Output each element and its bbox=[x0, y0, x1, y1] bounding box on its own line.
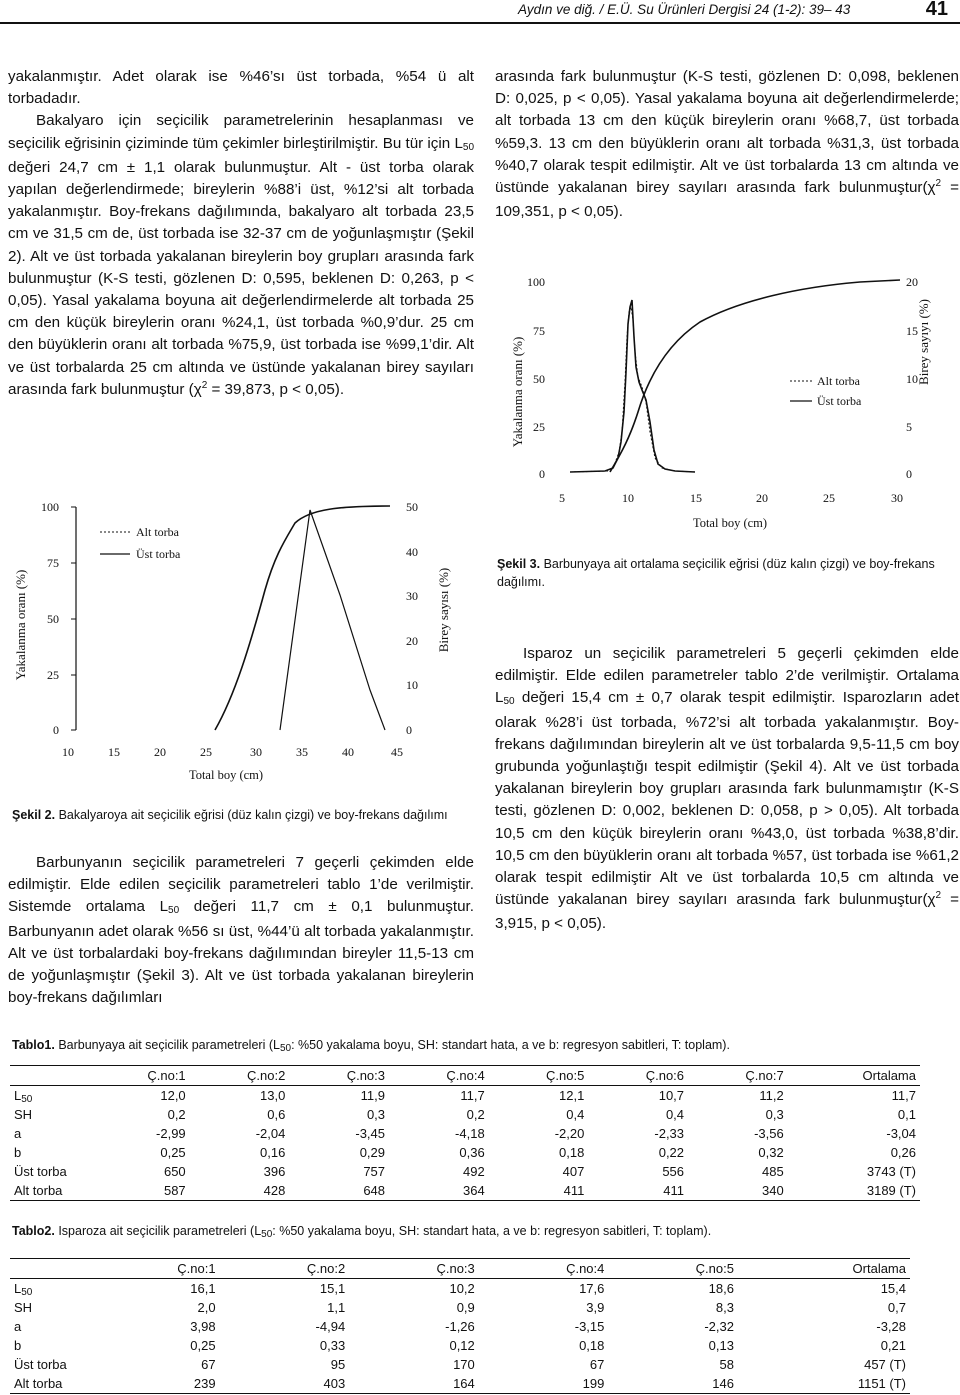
y2-tick-label: 10 bbox=[406, 678, 418, 692]
figure-2-chart bbox=[10, 495, 470, 785]
table-row: $L_{50}$ 16,1 15,1 10,2 17,6 18,6 15,4 bbox=[14, 1281, 906, 1298]
paragraph: Barbunyanın seçicilik parametreleri 7 geçerli çekimden elde edilmiştir. Elde edilen seçicilik parametreleri tablo 1’de verilmiştir. Sistemde ortalama $L_{50}$ değeri 11,7 cm ± 0,1 bulunmuştur. Barbunyanın adet olarak %56 sı üst, %44’ü alt torbada yakalanmıştır. Alt ve üst torbalardaki boy-frekans dağılımından bireyler 11,5-13 cm de yoğunlaşmıştır (Şekil 3). Alt ve üst torbada yakalanan bireylerin boy-frekans dağılımları bbox=[8, 854, 474, 1007]
y2-tick-label: 20 bbox=[406, 634, 418, 648]
y2-axis-label: Birey sayıyı (%) bbox=[916, 299, 931, 385]
legend-alt-label: Alt torba bbox=[136, 525, 179, 539]
table-2-caption: Tablo2. Isparoza ait seçicilik parametreleri ($L_{50}$: %50 yakalama boyu, SH: standart hata, a ve b: regresyon sabitleri, T: toplam). bbox=[12, 1224, 712, 1240]
column-header: Ç.no:2 bbox=[190, 1066, 290, 1086]
x-axis-label: Total boy (cm) bbox=[692, 516, 768, 530]
right-column-text-2 bbox=[495, 643, 959, 936]
table-row: a -2,99 -2,04 -3,45 -4,18 -2,20 -2,33 -3,56 -3,04 bbox=[14, 1126, 916, 1141]
table-1-caption: Tablo1. Barbunyaya ait seçicilik parametreleri ($L_{50}$: %50 yakalama boyu, SH: standart hata, a ve b: regresyon sabitleri, T: toplam). bbox=[12, 1038, 730, 1054]
y-axis-label: Yakalanma oranı (%) bbox=[510, 336, 525, 448]
y2-tick-label: 30 bbox=[406, 589, 418, 603]
y-tick-label: 75 bbox=[47, 556, 59, 570]
x-tick-label: 20 bbox=[756, 491, 768, 505]
y2-tick-label: 5 bbox=[906, 420, 912, 434]
y-tick-label: 75 bbox=[533, 324, 545, 338]
y-tick-label: 100 bbox=[527, 275, 545, 289]
page-header bbox=[0, 0, 960, 18]
y-tick-label: 0 bbox=[53, 723, 59, 737]
page-number: 41 bbox=[925, 0, 948, 20]
y2-tick-label: 0 bbox=[906, 467, 912, 481]
table-row: Alt torba 239 403 164 199 146 1151 (T) bbox=[10, 1374, 910, 1394]
x-tick-label: 25 bbox=[823, 491, 835, 505]
y2-axis-label: Birey sayısı (%) bbox=[436, 567, 451, 653]
x-tick-label: 5 bbox=[559, 491, 565, 505]
table-row: $L_{50}$ 12,0 13,0 11,9 11,7 12,1 10,7 11,2 11,7 bbox=[14, 1088, 916, 1105]
left-column-text-2 bbox=[8, 852, 474, 1009]
figure-2-caption: Şekil 2. Bakalyaroya ait seçicilik eğrisi (düz kalın çizgi) ve boy-frekans dağılımı bbox=[12, 808, 448, 822]
legend-ust-label: Üst torba bbox=[817, 394, 862, 408]
y2-tick-label: 0 bbox=[406, 723, 412, 737]
table-row: b 0,25 0,33 0,12 0,18 0,13 0,21 bbox=[14, 1338, 906, 1353]
y2-tick-label: 20 bbox=[906, 275, 918, 289]
column-header: Ç.no:7 bbox=[688, 1066, 788, 1086]
table-row: b 0,25 0,16 0,29 0,36 0,18 0,22 0,32 0,26 bbox=[14, 1145, 916, 1160]
table-row: Üst torba 67 95 170 67 58 457 (T) bbox=[14, 1357, 906, 1372]
y2-tick-label: 50 bbox=[406, 500, 418, 514]
journal-citation: Aydın ve diğ. / E.Ü. Su Ürünleri Dergisi 24 (1-2): 39– 43 bbox=[518, 2, 851, 17]
table-row: SH 0,2 0,6 0,3 0,2 0,4 0,4 0,3 0,1 bbox=[14, 1107, 916, 1122]
x-tick-label: 40 bbox=[342, 745, 354, 759]
paragraph: Bakalyaro için seçicilik parametrelerinin hesaplanması ve seçicilik eğrisinin çiziminde tüm çekimler birleştirilmiştir. Bu tür için $L_{50}$ değeri 24,7 cm ± 1,1 olarak bulunmuştur. Alt - üst torba olarak yapılan değerlendirmede; bireylerin %88’i üst, %12’si alt torbada yakalanmıştır. Boy-frekans dağılımında, bakalyaro alt torbada 23,5 cm ve 31,5 cm de, üst torbada ise 32-37 cm de yoğunlaşmıştır (Şekil 2). Alt ve üst torbada yakalanan bireylerin boy grupları arasında fark bulunmuştur (K-S testi, gözlenen D: 0,595, beklenen D: 0,263, p < 0,05). Yasal yakalama boyuna ait değerlendirmelerde alt torbada 25 cm den küçük bireylerin oranı %24,1, üst torbada %0,9’dur. 25 cm den büyüklerin oranı alt torbada %75,9, üst torbada ise %99,1’dir. Alt ve üst torbalarda 25 cm altında ve üstünde yakalanan birey sayıları arasında fark bulunmuştur ($\chi^2 = 39,873$, p < 0,05). bbox=[8, 112, 475, 398]
figure-3-caption: Şekil 3. Barbunyaya ait ortalama seçicilik eğrisi (düz kalın çizgi) ve boy-frekans dağılımı. bbox=[497, 557, 935, 589]
column-header: Ortalama bbox=[788, 1066, 920, 1086]
y-axis-label: Yakalanma oranı (%) bbox=[13, 569, 28, 681]
column-header: Ç.no:5 bbox=[608, 1259, 738, 1279]
column-header: Ç.no:6 bbox=[588, 1066, 688, 1086]
table-row: Alt torba 587 428 648 364 411 411 340 3189 (T) bbox=[10, 1181, 920, 1201]
table-header-row bbox=[10, 1066, 920, 1086]
column-header: Ç.no:2 bbox=[220, 1259, 350, 1279]
x-tick-label: 15 bbox=[108, 745, 120, 759]
paragraph: yakalanmıştır. Adet olarak ise %46’sı üst torbada, %54 ü alt torbadadır. bbox=[8, 68, 474, 108]
y2-tick-label: 15 bbox=[906, 324, 918, 338]
x-tick-label: 30 bbox=[250, 745, 262, 759]
column-header: Ç.no:3 bbox=[349, 1259, 479, 1279]
y-tick-label: 0 bbox=[539, 467, 545, 481]
x-tick-label: 10 bbox=[62, 745, 74, 759]
series-ust-frequency bbox=[280, 510, 385, 730]
column-header: Ç.no:5 bbox=[489, 1066, 589, 1086]
series-alt-frequency bbox=[570, 307, 695, 472]
y2-tick-label: 10 bbox=[906, 372, 918, 386]
table-1 bbox=[10, 1065, 920, 1201]
table-header-row bbox=[10, 1259, 910, 1279]
x-tick-label: 20 bbox=[154, 745, 166, 759]
legend-alt-label: Alt torba bbox=[817, 374, 860, 388]
y-tick-label: 50 bbox=[533, 372, 545, 386]
column-header: Ç.no:4 bbox=[389, 1066, 489, 1086]
right-column-text bbox=[495, 66, 959, 223]
left-column-text bbox=[8, 66, 474, 403]
table-row: SH 2,0 1,1 0,9 3,9 8,3 0,7 bbox=[14, 1300, 906, 1315]
x-axis-label: Total boy (cm) bbox=[188, 768, 264, 782]
series-ust-frequency bbox=[570, 300, 695, 472]
x-tick-label: 35 bbox=[296, 745, 308, 759]
paragraph: arasında fark bulunmuştur (K-S testi, gözlenen D: 0,098, beklenen D: 0,025, p < 0,05). Yasal yakalama boyuna ait değerlendirmelerde; alt torbada 13 cm den küçük bireylerin oranı %68,7, üst torbada %59,3. 13 cm den büyüklerin oranı alt torbada %31,3, üst torbada %40,7 olarak tespit edilmiştir. Alt ve üst torbalarda 13 cm altında ve üstünde yakalanan birey sayıları arasında fark $bulunmuştur(\chi^2 = 109,351$, p < 0,05). bbox=[495, 68, 959, 221]
y2-tick-label: 40 bbox=[406, 545, 418, 559]
paragraph: Isparoz un seçicilik parametreleri 5 geçerli çekimden elde edilmiştir. Elde edilen parametreler tablo 2’de verilmiştir. Ortalama $L_{50}$ değeri 15,4 cm ± 0,7 olarak tespit edilmiştir. Isparozların adet olarak %28’i üst torbada, %72’si alt torbada yakalanmıştır. Boy-frekans dağılımından bireylerin alt ve üst torbalarda 9,5-11,5 cm boy grubunda yoğunlaştığı tespit edilmiştir (Şekil 4). Alt ve üst torbada yakalanan bireylerin boy grupları arasında fark bulunmamıştır (K-S testi, gözlenen D: 0,002, beklenen D: 0,058, p > 0,05). Alt torbada 10,5 cm den küçük bireylerin oranı %43,0, üst torbada %38,8’dir. 10,5 cm den büyüklerin oranı alt torbada %57, üst torbada ise %61,2 olarak tespit edilmiştir Alt ve üst torbalarda 10,5 cm altında ve üstünde yakalanan birey sayıları arasında fark $bulunmuştur(\chi^2 = 3,915$, p < 0,05). bbox=[495, 645, 959, 933]
legend-ust-label: Üst torba bbox=[136, 547, 181, 561]
y-tick-label: 100 bbox=[41, 500, 59, 514]
column-header: Ortalama bbox=[738, 1259, 910, 1279]
x-tick-label: 30 bbox=[891, 491, 903, 505]
x-tick-label: 10 bbox=[622, 491, 634, 505]
table-row: a 3,98 -4,94 -1,26 -3,15 -2,32 -3,28 bbox=[14, 1319, 906, 1334]
y-tick-label: 50 bbox=[47, 612, 59, 626]
column-header: Ç.no:1 bbox=[90, 1259, 220, 1279]
figure-3-chart bbox=[500, 262, 960, 542]
selectivity-curve bbox=[215, 506, 390, 730]
column-header: Ç.no:1 bbox=[90, 1066, 190, 1086]
x-tick-label: 15 bbox=[690, 491, 702, 505]
header-rule bbox=[0, 22, 960, 24]
x-tick-label: 45 bbox=[391, 745, 403, 759]
column-header: Ç.no:3 bbox=[289, 1066, 389, 1086]
table-row: Üst torba 650 396 757 492 407 556 485 3743 (T) bbox=[14, 1164, 916, 1179]
y-tick-label: 25 bbox=[47, 668, 59, 682]
y-tick-label: 25 bbox=[533, 420, 545, 434]
x-tick-label: 25 bbox=[200, 745, 212, 759]
table-2 bbox=[10, 1258, 910, 1394]
column-header: Ç.no:4 bbox=[479, 1259, 609, 1279]
